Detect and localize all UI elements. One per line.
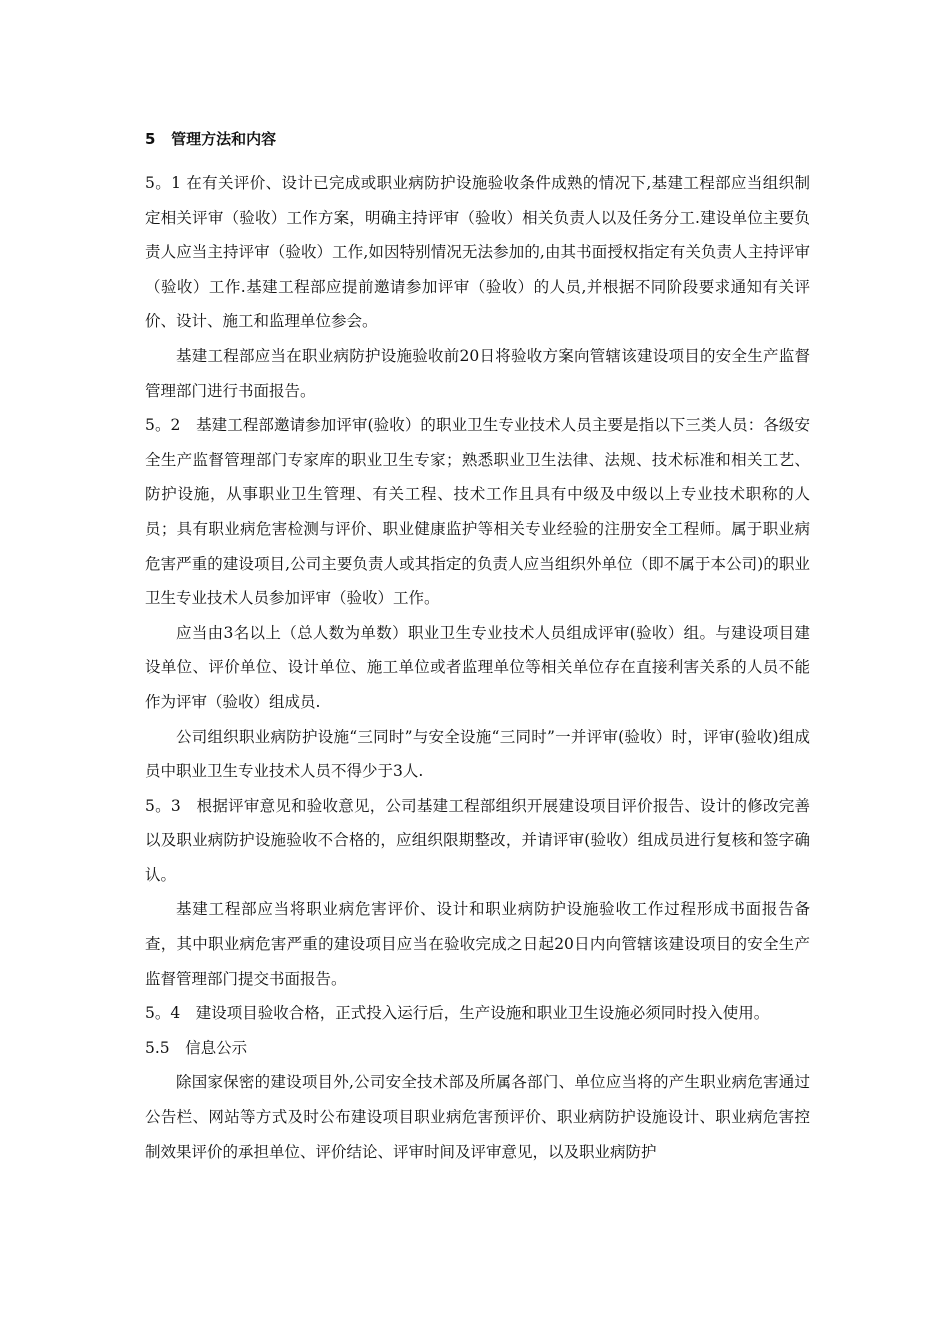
paragraph-5-2-three-simultaneous: 公司组织职业病防护设施“三同时”与安全设施“三同时”一并评审(验收）时，评审(验收)组成员中职业卫生专业技术人员不得少于3人.	[145, 727, 810, 781]
paragraph-5-4: 5。4 建设项目验收合格，正式投入运行后，生产设施和职业卫生设施必须同时投入使用。	[145, 1004, 770, 1023]
paragraph-5-5-disclosure: 除国家保密的建设项目外,公司安全技术部及所属各部门、单位应当将的产生职业病危害通过公告栏、网站等方式及时公布建设项目职业病危害预评价、职业病防护设施设计、职业病危害控制效果评价的承担单位、评价结论、评审时间及评审意见，以及职业病防护	[145, 1073, 810, 1161]
section-number: 5	[145, 130, 156, 148]
paragraph-5-5-heading: 5.5 信息公示	[145, 1038, 248, 1057]
paragraph-5-2: 5。2 基建工程部邀请参加评审(验收）的职业卫生专业技术人员主要是指以下三类人员：各级安全生产监督管理部门专家库的职业卫生专家；熟悉职业卫生法律、法规、技术标准和相关工艺、防护设施，从事职业卫生管理、有关工程、技术工作且具有中级及中级以上专业技术职称的人员；具有职业病危害检测与评价、职业健康监护等相关专业经验的注册安全工程师。属于职业病危害严重的建设项目,公司主要负责人或其指定的负责人应当组织外单位（即不属于本公司)的职业卫生专业技术人员参加评审（验收）工作。	[145, 416, 810, 608]
paragraph-5-3: 5。3 根据评审意见和验收意见，公司基建工程部组织开展建设项目评价报告、设计的修改完善以及职业病防护设施验收不合格的，应组织限期整改，并请评审(验收）组成员进行复核和签字确认。	[145, 796, 810, 884]
paragraph-5-1: 5。1 在有关评价、设计已完成或职业病防护设施验收条件成熟的情况下,基建工程部应当组织制定相关评审（验收）工作方案，明确主持评审（验收）相关负责人以及任务分工.建设单位主要负责人应当主持评审（验收）工作,如因特别情况无法参加的,由其书面授权指定有关负责人主持评审（验收）工作.基建工程部应提前邀请参加评审（验收）的人员,并根据不同阶段要求通知有关评价、设计、施工和监理单位参会。	[145, 174, 810, 331]
paragraph-5-3-report: 基建工程部应当将职业病危害评价、设计和职业病防护设施验收工作过程形成书面报告备查，其中职业病危害严重的建设项目应当在验收完成之日起20日内向管辖该建设项目的安全生产监督管理部门提交书面报告。	[145, 900, 810, 988]
document-page	[145, 124, 810, 1169]
paragraph-5-1-report: 基建工程部应当在职业病防护设施验收前20日将验收方案向管辖该建设项目的安全生产监督管理部门进行书面报告。	[145, 346, 810, 400]
paragraph-5-2-group: 应当由3名以上（总人数为单数）职业卫生专业技术人员组成评审(验收）组。与建设项目建设单位、评价单位、设计单位、施工单位或者监理单位等相关单位存在直接利害关系的人员不能作为评审（验收）组成员.	[145, 623, 810, 711]
section-title: 管理方法和内容	[171, 130, 277, 148]
section-heading	[145, 124, 810, 154]
